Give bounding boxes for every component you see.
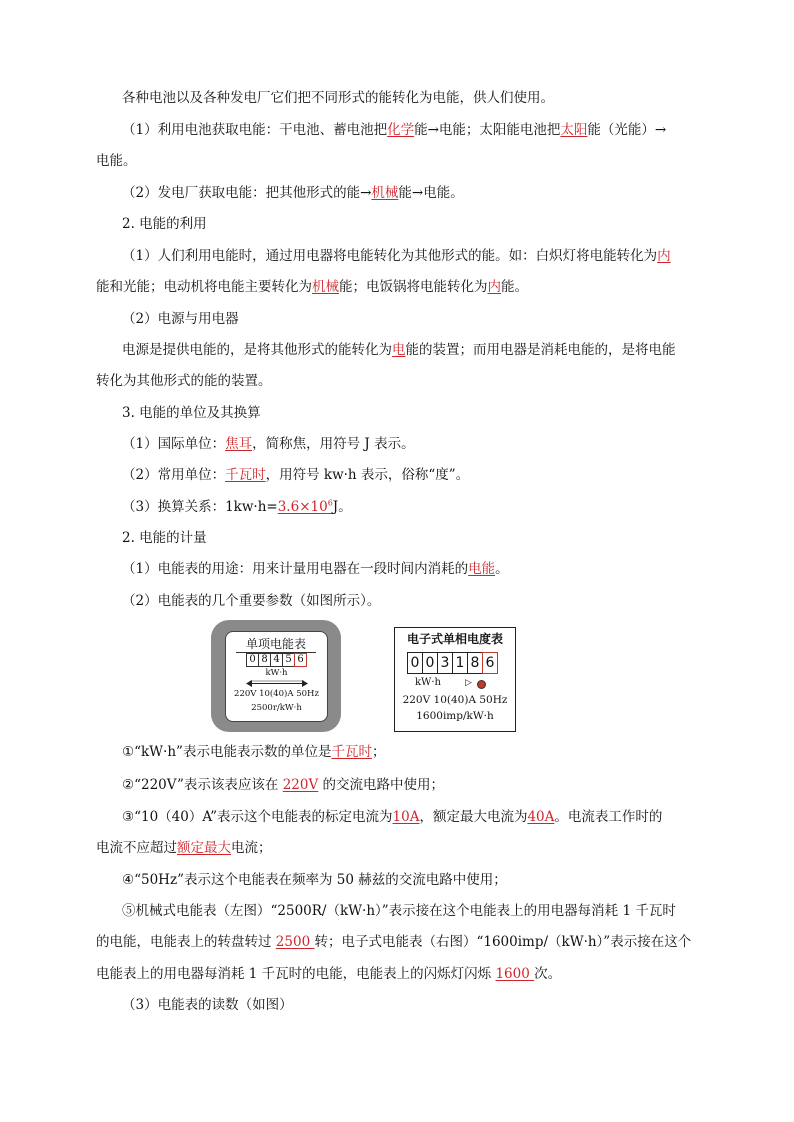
meter-spec: 220V 10(40)A 50Hz [234,689,319,699]
meter-digit-decimal: 6 [294,653,307,667]
text: ③“10（40）A”表示这个电能表的标定电流为 [122,809,393,825]
text: 次。 [534,966,562,982]
text: 电流； [231,840,272,856]
text: 转；电子式电能表（右图）“1600imp/（kW·h）”表示接在这个 [314,934,692,950]
meter-digit-decimal: 6 [482,652,498,674]
text: 电源是提供电能的，是将其他形式的能转化为 [122,342,392,358]
meter-rate: 2500r/kW·h [251,703,302,713]
answer-blank: 内 [487,279,501,295]
text: 3.6×10 [277,499,328,515]
meter-title: 单项电能表 [236,635,316,653]
text: 能（光能）→ [587,122,667,138]
text: ，额定最大电流为 [419,809,528,825]
text: 的电能，电能表上的转盘转过 [96,934,276,950]
meter-digit: 4 [270,653,283,667]
meter-digit: 5 [282,653,295,667]
text: （2）发电厂获取电能：把其他形式的能→ [122,185,372,201]
text: 。 [495,561,509,577]
answer-blank: 千瓦时 [331,744,372,760]
meter-spec: 220V 10(40)A 50Hz [402,694,508,706]
text: （1）电能表的用途：用来计量用电器在一段时间内消耗的 [122,561,469,577]
indicator-light-icon [477,680,486,689]
text: ，用符号 kw·h 表示，俗称“度”。 [265,467,470,483]
section-heading: 2. 电能的利用 [122,216,207,232]
paragraph [96,964,794,984]
paragraph: （3）电能表的读数（如图） [122,997,293,1013]
text: ，简称焦，用符号 J 表示。 [252,436,415,452]
meter-unit: kW·h [265,668,288,678]
answer-blank: 电能 [468,561,496,577]
text: 能；电饭锅将电能转化为 [339,279,488,295]
paragraph: （2）电源与用电器 [122,311,239,327]
paragraph [122,559,794,579]
answer-blank: 电 [392,342,406,358]
text: 能。 [501,279,528,295]
paragraph: ④“50Hz”表示这个电能表在频率为 50 赫兹的交流电路中使用； [122,872,507,888]
answer-blank: 10A [392,809,420,825]
paragraph [122,246,794,266]
paragraph [96,277,794,297]
answer-blank: 内 [657,248,671,264]
triangle-icon: ▷ [465,678,472,688]
paragraph [122,183,794,203]
paragraph [122,465,794,485]
text: ； [371,744,386,760]
answer-blank: 2500 [275,934,315,950]
answer-blank: 220V [282,777,319,793]
answer-blank: 焦耳 [225,436,253,452]
meter-digit: 8 [467,652,483,674]
paragraph: （2）电能表的几个重要参数（如图所示）。 [122,593,381,609]
paragraph: 转化为其他形式的能的装置。 [96,373,272,389]
electronic-meter-figure [394,627,516,732]
text: （2）常用单位： [122,467,226,483]
meter-title: 电子式单相电度表 [406,632,503,646]
text: 。电流表工作时的 [554,809,663,825]
meter-digit: 0 [422,652,438,674]
paragraph [122,120,794,140]
paragraph [122,434,794,454]
answer-blank [278,499,333,515]
text: 能→电能。 [398,185,464,201]
meter-digits [246,653,306,667]
meter-digits [407,652,497,674]
text: （1）国际单位： [122,436,226,452]
meter-rate: 1600imp/kW·h [416,710,494,722]
text: （3）换算关系：1kw·h= [122,499,278,515]
answer-blank: 化学 [387,122,415,138]
section-heading: 3. 电能的单位及其换算 [122,405,261,421]
section-heading: 2. 电能的计量 [122,530,207,546]
answer-blank: 千瓦时 [225,467,266,483]
meter-face [225,631,328,722]
answer-blank: 额定最大 [177,840,231,856]
text: 能的装置；而用电器是消耗电能的，是将电能 [405,342,676,358]
exponent: 6 [327,498,333,508]
text: ①“kW·h”表示电能表示数的单位是 [122,744,332,760]
answer-blank: 机械 [312,279,339,295]
text: （1）人们利用电能时，通过用电器将电能转化为其他形式的能。如：白炽灯将电能转化为 [122,248,658,264]
meter-digit: 0 [407,652,423,674]
paragraph [122,497,794,517]
paragraph: ⑤机械式电能表（左图）“2500R/（kW·h）”表示接在这个电能表上的用电器每消耗 1 千瓦时 [122,903,676,919]
text: 能和光能；电动机将电能主要转化为 [96,279,312,295]
meter-digit: 8 [258,653,271,667]
rotating-disc-arrow-icon [246,679,308,688]
paragraph [122,775,794,795]
answer-blank: 机械 [371,185,399,201]
text: J。 [332,499,352,515]
paragraph [122,340,794,360]
paragraph [122,807,794,827]
paragraph [96,838,794,858]
answer-blank: 太阳 [560,122,588,138]
meter-digit: 0 [246,653,259,667]
text: 电流不应超过 [96,840,177,856]
paragraph: 各种电池以及各种发电厂它们把不同形式的能转化为电能，供人们使用。 [122,90,554,106]
answer-blank: 40A [527,809,555,825]
paragraph [96,932,794,952]
answer-blank: 1600 [495,966,535,982]
meter-digit: 3 [437,652,453,674]
paragraph [122,742,794,762]
mechanical-meter-figure [211,620,341,732]
text: 的交流电路中使用； [318,777,445,793]
text: （1）利用电池获取电能：干电池、蓄电池把 [122,122,388,138]
paragraph: 电能。 [96,153,137,169]
meter-unit: kW·h [415,677,441,688]
text: 能→电能；太阳能电池把 [414,122,561,138]
text: ②“220V”表示该表应该在 [122,777,283,793]
meter-digit: 1 [452,652,468,674]
text: 电能表上的用电器每消耗 1 千瓦时的电能，电能表上的闪烁灯闪烁 [96,966,496,982]
